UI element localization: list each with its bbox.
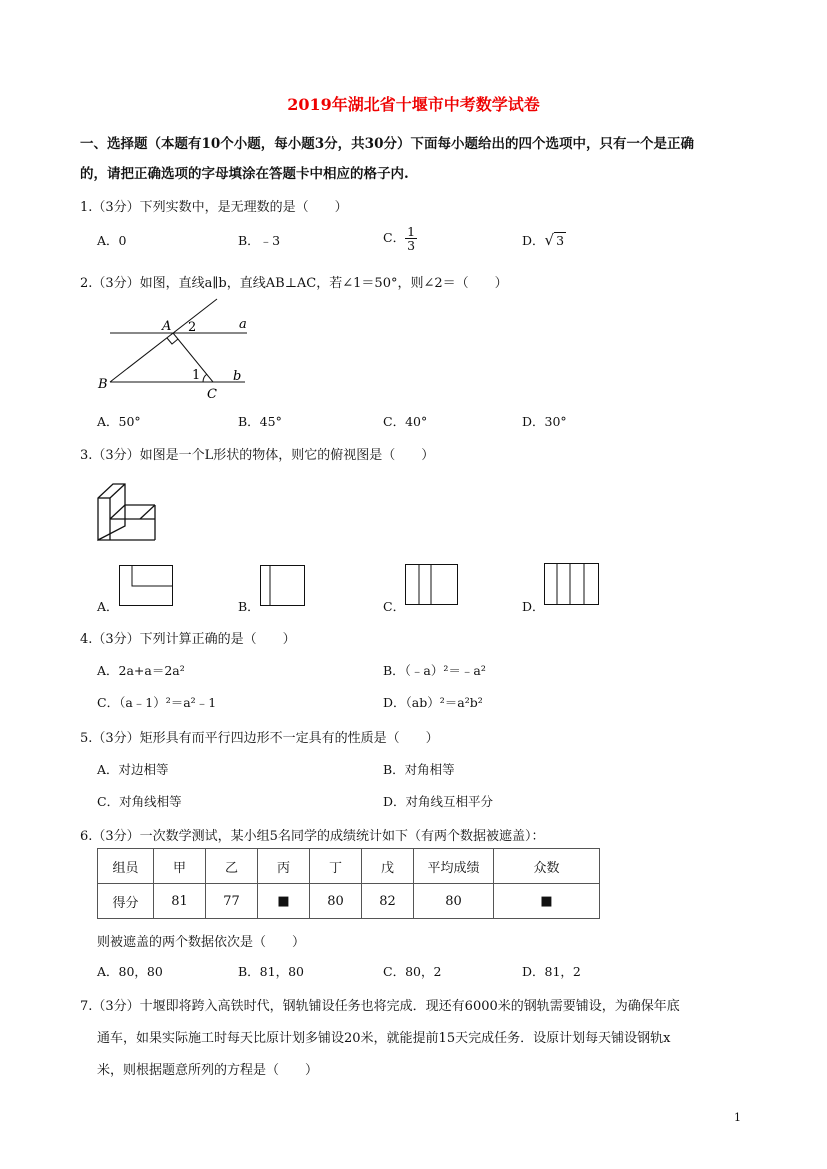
q5-option-b: B．对角相等 [383,762,455,777]
q4-option-d: D．（ab）²＝a²b² [383,695,483,710]
label-point-a: A [162,319,172,334]
right-angle-mark [167,338,178,344]
question-2-stem: 2.（3分）如图，直线a∥b，直线AB⊥AC，若∠1＝50°，则∠2＝（ ） [80,276,508,291]
question-7-line3: 米，则根据题意所列的方程是（ ） [97,1063,319,1078]
q4-option-b: B．（﹣a）²＝﹣a² [383,663,486,678]
table-cell: 81 [154,884,206,919]
section-heading-line2: 的，请把正确选项的字母填涂在答题卡中相应的格子内. [80,166,409,182]
question-1-stem: 1.（3分）下列实数中，是无理数的是（ ） [80,200,348,215]
table-cell: 80 [310,884,362,919]
question-4-stem: 4.（3分）下列计算正确的是（ ） [80,632,296,647]
q5-option-d: D．对角线互相平分 [383,794,494,809]
table-cell: 平均成绩 [414,849,494,884]
line-ab [110,299,217,382]
table-cell: 众数 [494,849,600,884]
table-cell: ■ [494,884,600,919]
label-angle-2: 2 [188,320,197,335]
table-cell: 甲 [154,849,206,884]
q3-option-c: C． [383,599,406,614]
q6-option-a: A．80，80 [97,964,163,979]
q2-option-c: C．40° [383,414,428,429]
page-number: 1 [734,1111,741,1124]
q1-option-d: D．√ 3 [522,231,565,249]
label-point-c: C [207,387,217,402]
q1-option-b: B．﹣3 [238,233,281,248]
table-cell: 80 [414,884,494,919]
q2-option-d: D．30° [522,414,567,429]
table-cell: 得分 [98,884,154,919]
q1-option-c-label: C． [383,230,406,245]
question-6-ask: 则被遮盖的两个数据依次是（ ） [97,935,306,950]
page-title: 2019年湖北省十堰市中考数学试卷 [287,95,540,114]
q3-option-b: B． [238,599,260,614]
table-cell: 82 [362,884,414,919]
top-view-option-b [260,565,306,607]
label-line-a: a [239,317,247,332]
table-cell: 戊 [362,849,414,884]
section-heading-line1: 一、选择题（本题有10个小题，每小题3分，共30分）下面每小题给出的四个选项中，只有一个是正确 [80,136,694,152]
label-angle-1: 1 [192,368,201,383]
q3-option-a: A． [97,599,119,614]
parallel-lines-figure [95,295,255,405]
table-header-row [98,849,600,884]
question-7-line1: 7.（3分）十堰即将跨入高铁时代，钢轨铺设任务也将完成．现还有6000米的钢轨需要铺设，为确保年底 [80,999,680,1014]
table-row [98,884,600,919]
table-cell: ■ [258,884,310,919]
table-cell: 丁 [310,849,362,884]
q2-option-a: A．50° [97,414,141,429]
q6-option-b: B．81，80 [238,964,304,979]
angle-1-arc [203,374,207,382]
fraction-one-third: $\frac{1}{3}$ [407,224,416,253]
table-cell: 77 [206,884,258,919]
q4-option-c: C．（a﹣1）²＝a²﹣1 [97,695,217,710]
top-view-option-a [119,565,174,607]
question-6-stem: 6.（3分）一次数学测试，某小组5名同学的成绩统计如下（有两个数据被遮盖）： [80,829,545,844]
q1-option-c [383,225,417,252]
table-cell: 组员 [98,849,154,884]
q3-option-d: D． [522,599,545,614]
sqrt-sign: √ [544,231,555,249]
label-line-b: b [233,369,242,384]
label-point-b: B [98,377,108,392]
q5-option-a: A．对边相等 [97,762,169,777]
table-cell: 丙 [258,849,310,884]
question-3-stem: 3.（3分）如图是一个L形状的物体，则它的俯视图是（ ） [80,448,435,463]
q6-option-d: D．81，2 [522,964,581,979]
top-view-option-c [405,564,459,606]
top-view-option-d [544,563,600,606]
q2-option-b: B．45° [238,414,282,429]
score-table [97,848,600,919]
l-shaped-solid-figure [95,478,161,544]
question-5-stem: 5.（3分）矩形具有而平行四边形不一定具有的性质是（ ） [80,731,439,746]
q5-option-c: C．对角线相等 [97,794,182,809]
q4-option-a: A．2a+a＝2a² [97,663,185,678]
question-7-line2: 通车，如果实际施工时每天比原计划多铺设20米，就能提前15天完成任务．设原计划每天铺设钢轨x [97,1031,671,1046]
q1-option-a: A．0 [97,233,127,248]
q6-option-c: C．80，2 [383,964,442,979]
table-cell: 乙 [206,849,258,884]
